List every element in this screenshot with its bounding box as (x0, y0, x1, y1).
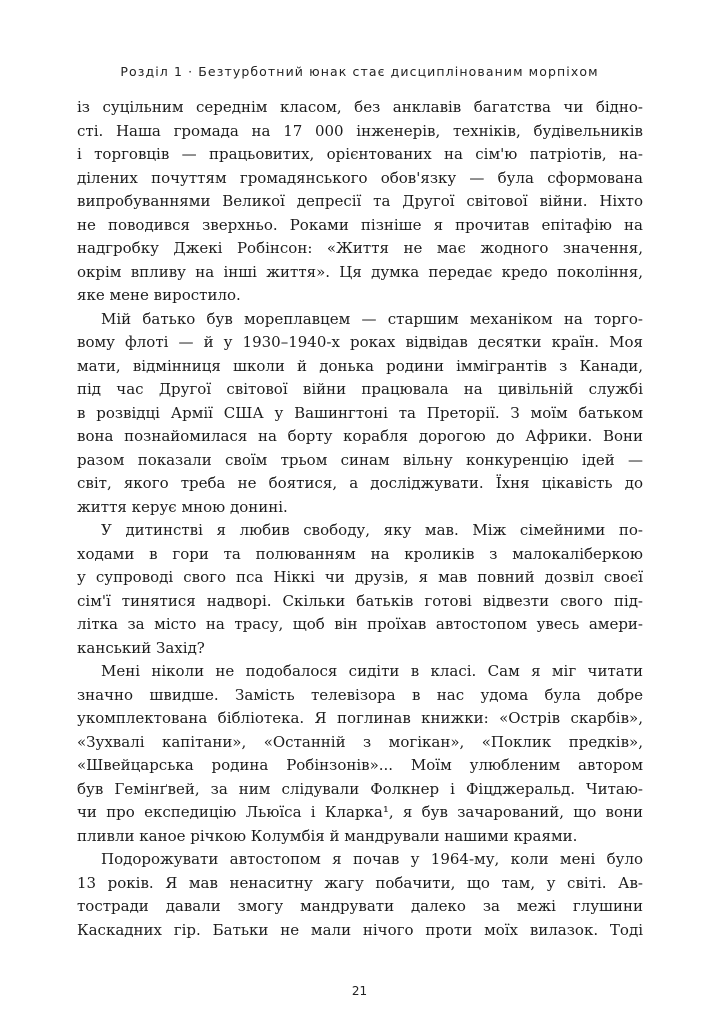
text-line: не поводився зверхньо. Роками пізніше я прочитав епітафію на (77, 215, 643, 234)
paragraph (77, 848, 643, 942)
text-line: Мені ніколи не подобалося сидіти в класі. Сам я міг читати (101, 662, 643, 680)
text-line: був Гемінґвей, за ним слідували Фолкнер і Фіцджеральд. Читаю- (77, 779, 643, 798)
text-line: «Зухвалі капітани», «Останній з могікан», «Поклик предків», (77, 732, 643, 751)
text-line: в розвідці Армії США у Вашингтоні та Преторії. З моїм батьком (77, 403, 643, 422)
paragraph (77, 519, 643, 660)
text-line: разом показали своїм трьом синам вільну конкуренцію ідей — (77, 450, 643, 469)
text-line: пливли каное річкою Колумбія й мандрували нашими краями. (77, 826, 578, 845)
text-line: вона познайомилася на борту корабля дорогою до Африки. Вони (77, 427, 643, 445)
text-line: окрім впливу на інші життя». Ця думка передає кредо покоління, (77, 262, 643, 281)
text-line: Подорожувати автостопом я почав у 1964-му, коли мені було (101, 850, 643, 868)
paragraph (77, 660, 643, 848)
text-line: життя керує мною донині. (77, 497, 288, 516)
text-line: значно швидше. Замість телевізора в нас удома була добре (77, 685, 643, 704)
text-line: у супроводі свого пса Ніккі чи друзів, я мав повний дозвіл своєї (77, 568, 643, 586)
text-line: канський Захід? (77, 638, 205, 657)
text-line: надгробку Джекі Робінсон: «Життя не має жодного значення, (77, 239, 643, 257)
text-line: «Швейцарська родина Робінзонів»... Моїм улюбленим автором (77, 756, 643, 774)
text-line: сім'ї тинятися надворі. Скільки батьків готові відвезти свого під- (77, 591, 643, 610)
text-line: укомплектована бібліотека. Я поглинав книжки: «Острів скарбів», (77, 709, 643, 727)
text-line: тостради давали змогу мандрувати далеко за межі глушини (77, 897, 643, 915)
body-text (77, 96, 643, 942)
text-line: ділених почуттям громадянського обов'язку — була сформована (77, 168, 643, 187)
text-line: чи про експедицію Льюїса і Кларка¹, я був зачарований, що вони (77, 803, 643, 821)
text-line: сті. Наша громада на 17 000 інженерів, техніків, будівельників (77, 121, 643, 140)
text-line: мати, відмінниця школи й донька родини іммігрантів з Канади, (77, 356, 643, 375)
page-number: 21 (351, 984, 368, 998)
paragraph (77, 96, 643, 308)
text-line: літка за місто на трасу, щоб він проїхав автостопом увесь амери- (77, 615, 643, 633)
text-line: під час Другої світової війни працювала на цивільній службі (77, 380, 643, 398)
text-line: і торговців — працьовитих, орієнтованих на сім'ю патріотів, на- (77, 145, 643, 163)
paragraph (77, 308, 643, 520)
text-line: Мій батько був мореплавцем — старшим механіком на торго- (101, 309, 643, 328)
text-line: яке мене виростило. (77, 286, 241, 304)
text-line: випробуваннями Великої депресії та Другої світової війни. Ніхто (77, 192, 643, 210)
text-line: ходами в гори та полюванням на кроликів з малокаліберкою (77, 544, 643, 563)
text-line: із суцільним середнім класом, без анклавів багатства чи бідно- (77, 98, 643, 116)
text-line: вому флоті — й у 1930–1940-х роках відвідав десятки країн. Моя (77, 333, 643, 351)
running-head: Розділ 1 · Безтурботний юнак стає дисциплінованим морпіхом (120, 64, 599, 79)
text-line: Каскадних гір. Батьки не мали нічого проти моїх вилазок. Тоді (77, 920, 643, 939)
text-line: 13 років. Я мав ненаситну жагу побачити, що там, у світі. Ав- (77, 873, 643, 892)
text-line: У дитинстві я любив свободу, яку мав. Між сімейними по- (101, 521, 643, 539)
text-line: світ, якого треба не боятися, а досліджувати. Їхня цікавість до (77, 474, 643, 492)
